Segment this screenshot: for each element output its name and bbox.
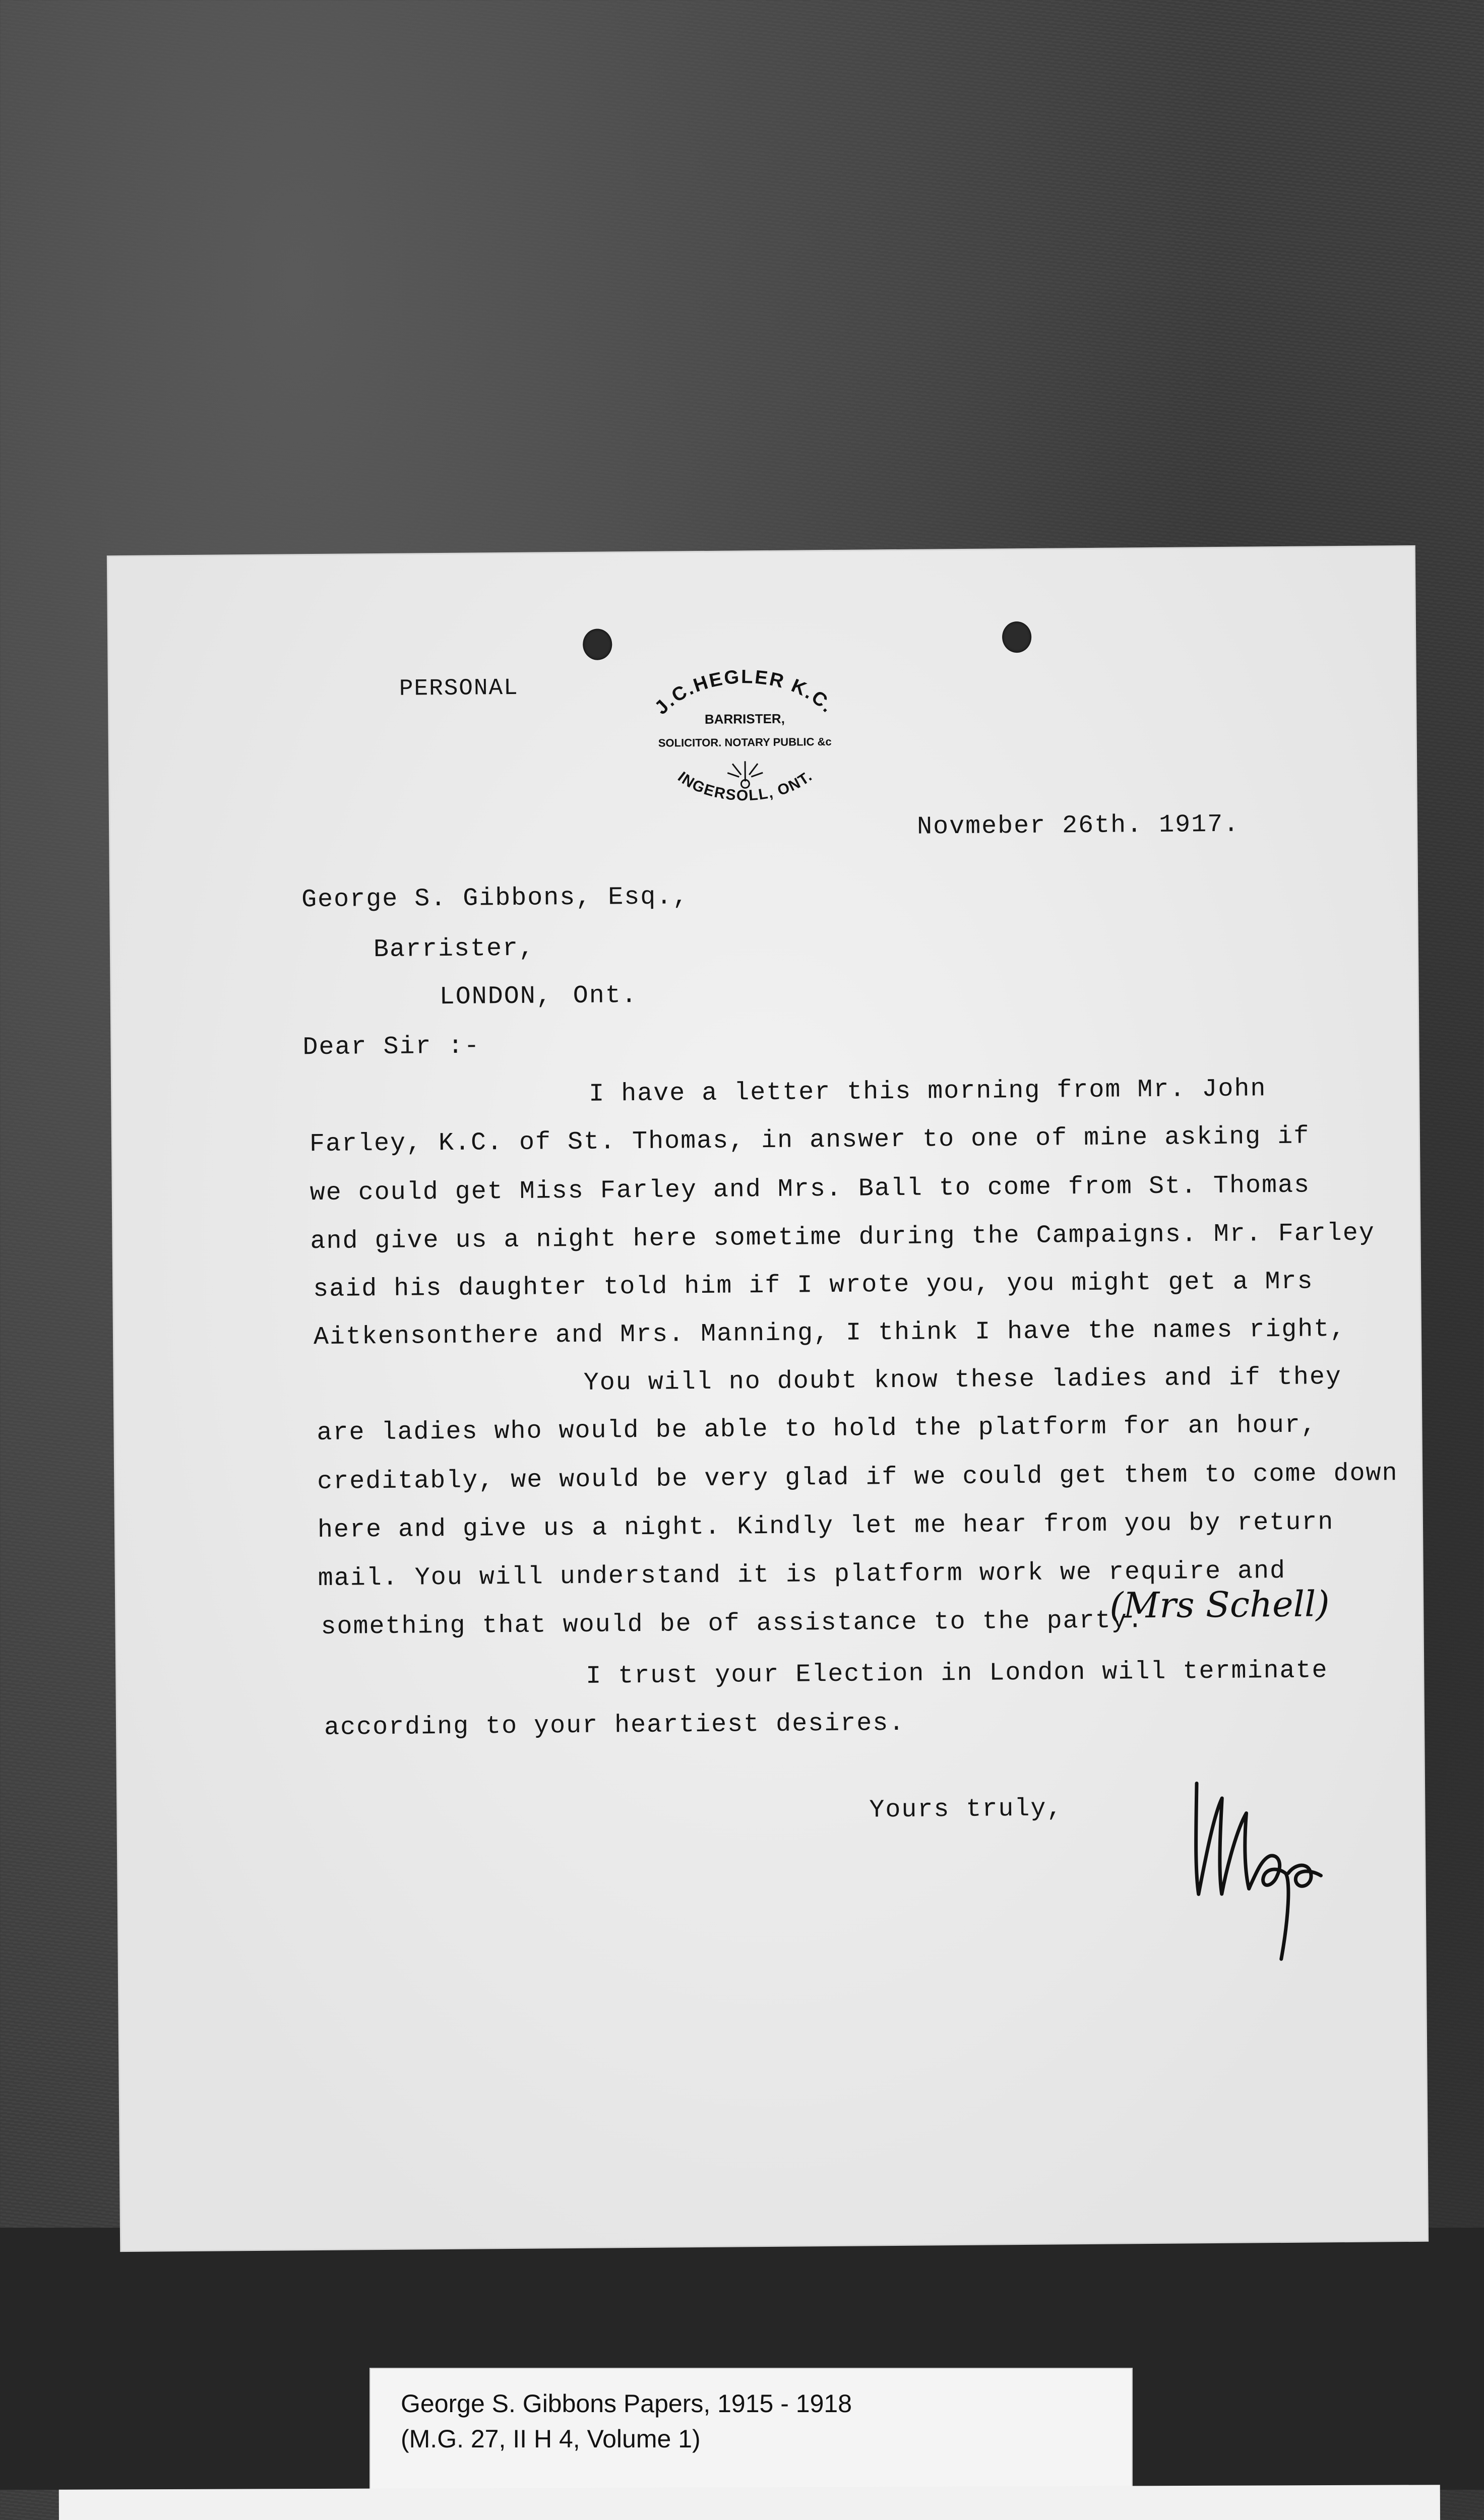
recipient-city: LONDON, — [439, 982, 552, 1012]
body-line: I have a letter this morning from Mr. John — [589, 1075, 1267, 1109]
recipient-name: George S. Gibbons, Esq., — [301, 883, 689, 915]
punch-hole — [583, 628, 612, 660]
recipient-title: Barrister, — [373, 934, 535, 965]
body-line: said his daughter told him if I wrote you, you might get a Mrs — [313, 1267, 1314, 1304]
letterhead-stamp — [629, 662, 861, 826]
archives-banner — [59, 2485, 1442, 2520]
handwritten-note: (Mrs Schell) — [1109, 1583, 1330, 1626]
body-line: I trust your Election in London will terminate — [586, 1656, 1328, 1691]
letterhead-line1: BARRISTER, — [704, 711, 785, 727]
closing: Yours truly, — [869, 1794, 1063, 1825]
body-line: are ladies who would be able to hold the platform for an hour, — [317, 1411, 1317, 1448]
recipient-province: Ont. — [573, 981, 638, 1011]
letter-date: Novmeber 26th. 1917. — [916, 810, 1240, 842]
punch-hole — [1002, 621, 1031, 653]
personal-marking: PERSONAL — [399, 674, 519, 702]
body-line: Farley, K.C. of St. Thomas, in answer to one of mine asking if — [309, 1122, 1310, 1159]
letterhead-line2: SOLICITOR. NOTARY PUBLIC &c — [658, 735, 832, 749]
letterhead-city: INGERSOLL, ONT. — [674, 768, 816, 804]
collection-reference: (M.G. 27, II H 4, Volume 1) — [401, 2425, 701, 2453]
signature — [1187, 1767, 1339, 1970]
sunburst-ornament — [727, 761, 763, 788]
collection-title: George S. Gibbons Papers, 1915 - 1918 — [401, 2389, 852, 2418]
letterhead-name: J.C.HEGLER K.C. — [650, 666, 839, 719]
body-line: Aitkensonthere and Mrs. Manning, I think I have the names right, — [313, 1314, 1346, 1352]
body-line: we could get Miss Farley and Mrs. Ball to come from St. Thomas — [310, 1171, 1311, 1208]
body-line: here and give us a night. Kindly let me hear from you by return — [317, 1508, 1334, 1545]
body-line: according to your heartiest desires. — [324, 1709, 905, 1742]
body-line: You will no doubt know these ladies and if they — [583, 1363, 1342, 1398]
salutation: Dear Sir :- — [302, 1032, 480, 1062]
body-line: and give us a night here sometime during the Campaigns. Mr. Farley — [310, 1219, 1376, 1256]
body-line: something that would be of assistance to the party. — [321, 1606, 1144, 1642]
body-line: creditably, we would be very glad if we could get them to come down — [317, 1459, 1398, 1497]
letter-page — [108, 547, 1427, 2250]
body-line: mail. You will understand it is platform work we require and — [318, 1556, 1286, 1594]
archive-reference-label — [370, 2369, 1132, 2490]
